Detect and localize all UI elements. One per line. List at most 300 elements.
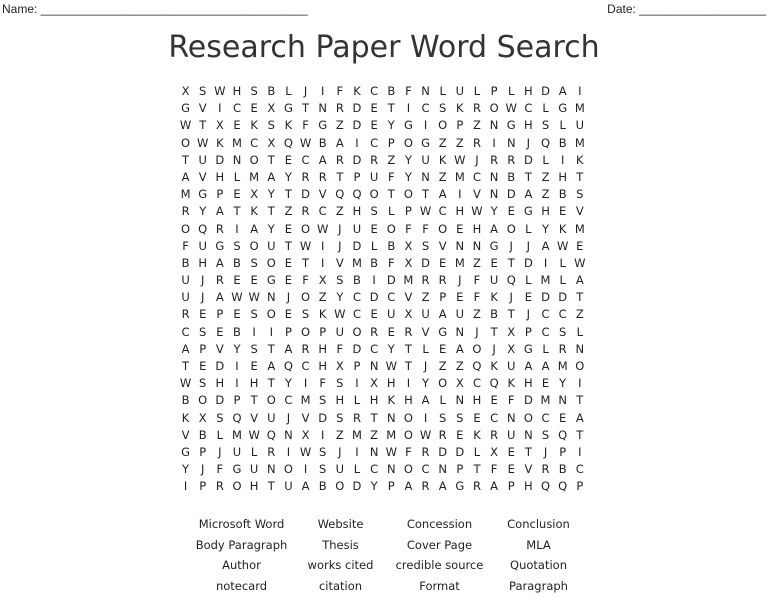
grid-letter: U	[198, 152, 207, 167]
grid-letter: O	[352, 324, 362, 339]
grid-letter: E	[507, 444, 515, 459]
grid-letter: P	[216, 187, 224, 202]
grid-letter: B	[387, 238, 396, 253]
grid-letter: F	[336, 341, 344, 356]
grid-letter: M	[403, 273, 414, 288]
grid-letter: L	[439, 393, 446, 408]
grid-letter: I	[269, 324, 273, 339]
grid-letter: G	[283, 101, 293, 116]
grid-letter: P	[199, 479, 207, 494]
grid-letter: R	[215, 221, 224, 236]
grid-letter: A	[421, 393, 430, 408]
grid-letter: Q	[266, 427, 276, 442]
grid-letter: U	[335, 324, 345, 339]
grid-letter: T	[233, 204, 241, 219]
grid-letter: K	[456, 101, 464, 116]
word-list-item: Format	[419, 579, 460, 594]
grid-letter: W	[214, 84, 226, 98]
grid-letter: R	[472, 135, 481, 150]
grid-letter: L	[285, 84, 292, 98]
grid-letter: Z	[575, 307, 584, 322]
grid-letter: B	[490, 307, 499, 322]
grid-letter: E	[507, 204, 515, 219]
grid-letter: Y	[559, 376, 567, 391]
grid-letter: M	[574, 101, 585, 116]
grid-letter: L	[525, 221, 532, 236]
grid-letter: Y	[336, 290, 344, 305]
grid-letter: F	[405, 84, 412, 98]
grid-letter: V	[318, 187, 327, 202]
grid-letter: Z	[473, 307, 481, 322]
grid-letter: X	[370, 376, 379, 391]
grid-letter: Y	[490, 204, 498, 219]
grid-letter: E	[370, 118, 378, 133]
grid-letter: C	[232, 101, 241, 116]
grid-letter: H	[249, 376, 259, 391]
grid-letter: A	[215, 204, 224, 219]
grid-letter: S	[439, 101, 447, 116]
grid-letter: A	[490, 479, 499, 494]
grid-letter: D	[352, 479, 362, 494]
grid-letter: H	[232, 84, 242, 98]
grid-letter: W	[179, 376, 192, 391]
grid-letter: K	[507, 376, 516, 391]
grid-letter: A	[267, 359, 276, 373]
grid-letter: E	[473, 410, 481, 425]
grid-letter: G	[523, 341, 533, 356]
grid-letter: S	[336, 410, 344, 425]
grid-letter: E	[199, 307, 207, 322]
grid-letter: X	[215, 118, 224, 133]
grid-letter: I	[183, 479, 188, 494]
grid-letter: P	[353, 359, 361, 373]
grid-letter: D	[541, 290, 550, 305]
grid-letter: U	[421, 307, 430, 322]
grid-letter: X	[404, 307, 413, 322]
grid-letter: R	[301, 204, 310, 219]
grid-letter: I	[406, 376, 411, 391]
grid-letter: O	[266, 393, 276, 408]
grid-letter: N	[472, 238, 482, 253]
grid-letter: Y	[542, 221, 550, 236]
grid-letter: H	[558, 169, 567, 184]
grid-letter: Z	[421, 290, 430, 305]
grid-letter: E	[233, 273, 241, 288]
grid-letter: E	[250, 101, 258, 116]
grid-letter: O	[438, 221, 448, 236]
grid-letter: A	[301, 479, 310, 494]
grid-letter: M	[574, 221, 585, 236]
grid-letter: F	[302, 273, 309, 288]
grid-letter: P	[199, 341, 207, 356]
grid-letter: R	[370, 324, 379, 339]
grid-letter: T	[422, 187, 430, 202]
grid-letter: L	[559, 118, 566, 133]
grid-letter: W	[419, 427, 432, 442]
grid-letter: B	[181, 393, 190, 408]
grid-letter: D	[215, 152, 225, 167]
grid-letter: T	[404, 341, 412, 356]
grid-letter: D	[352, 152, 362, 167]
grid-letter: O	[438, 118, 448, 133]
grid-letter: R	[472, 479, 481, 494]
grid-letter: B	[318, 479, 327, 494]
grid-letter: F	[405, 444, 412, 459]
grid-letter: O	[403, 135, 413, 150]
grid-letter: C	[541, 410, 550, 425]
grid-letter: L	[473, 444, 481, 459]
grid-letter: J	[543, 444, 548, 459]
grid-letter: L	[353, 462, 361, 477]
grid-letter: T	[576, 427, 584, 442]
grid-letter: G	[489, 238, 499, 253]
grid-letter: J	[423, 359, 428, 373]
grid-letter: C	[352, 307, 361, 322]
grid-letter: H	[524, 479, 533, 494]
grid-letter: J	[526, 307, 531, 322]
word-list-item: Paragraph	[509, 579, 568, 594]
grid-letter: P	[456, 462, 464, 477]
grid-letter: P	[387, 479, 395, 494]
grid-letter: Y	[284, 169, 292, 184]
grid-letter: X	[301, 427, 310, 442]
grid-letter: U	[455, 307, 465, 322]
grid-letter: H	[369, 393, 379, 408]
grid-letter: D	[301, 187, 310, 202]
grid-letter: I	[235, 221, 239, 236]
grid-letter: N	[386, 462, 396, 477]
grid-letter: O	[369, 187, 379, 202]
grid-letter: E	[559, 410, 567, 425]
grid-letter: Z	[387, 152, 396, 167]
grid-letter: N	[421, 169, 430, 184]
grid-letter: B	[558, 462, 567, 477]
grid-letter: O	[523, 410, 533, 425]
grid-letter: U	[181, 290, 190, 305]
grid-letter: M	[352, 255, 362, 270]
grid-letter: K	[181, 410, 190, 425]
grid-letter: R	[438, 427, 447, 442]
grid-letter: A	[438, 307, 447, 322]
grid-letter: R	[301, 341, 310, 356]
grid-letter: C	[524, 101, 533, 116]
grid-letter: Q	[198, 221, 208, 236]
grid-letter: V	[198, 101, 207, 116]
grid-letter: I	[252, 324, 256, 339]
grid-letter: A	[575, 410, 584, 425]
grid-letter: A	[267, 169, 276, 184]
grid-letter: F	[387, 255, 395, 270]
grid-letter: V	[250, 410, 259, 425]
grid-letter: B	[507, 169, 516, 184]
grid-letter: W	[471, 204, 483, 219]
grid-letter: O	[575, 359, 585, 373]
grid-letter: D	[352, 118, 362, 133]
grid-letter: S	[319, 393, 327, 408]
grid-letter: X	[267, 101, 276, 116]
grid-letter: P	[233, 393, 241, 408]
grid-letter: O	[301, 221, 311, 236]
grid-letter: O	[249, 152, 259, 167]
grid-letter: O	[386, 221, 396, 236]
grid-letter: R	[267, 444, 276, 459]
grid-letter: A	[541, 238, 550, 253]
grid-letter: L	[216, 427, 224, 442]
grid-letter: F	[387, 169, 395, 184]
grid-letter: L	[439, 84, 446, 98]
grid-letter: X	[318, 273, 327, 288]
grid-letter: K	[387, 393, 396, 408]
grid-letter: I	[423, 118, 428, 133]
grid-letter: L	[542, 101, 549, 116]
grid-letter: Y	[387, 341, 395, 356]
grid-letter: Z	[438, 359, 447, 373]
grid-letter: E	[541, 376, 550, 391]
grid-letter: F	[319, 376, 326, 391]
grid-letter: F	[302, 118, 309, 133]
grid-letter: P	[456, 118, 464, 133]
grid-letter: E	[576, 238, 584, 253]
grid-letter: U	[507, 359, 516, 373]
grid-letter: N	[284, 427, 293, 442]
grid-letter: L	[422, 341, 429, 356]
grid-letter: B	[233, 255, 241, 270]
grid-letter: Z	[438, 135, 447, 150]
word-list-item: Conclusion	[507, 517, 570, 531]
grid-letter: N	[524, 427, 533, 442]
grid-letter: C	[472, 169, 481, 184]
grid-letter: I	[492, 135, 496, 150]
grid-letter: O	[266, 307, 276, 322]
grid-letter: S	[319, 462, 327, 477]
grid-letter: Z	[541, 187, 550, 202]
grid-letter: B	[267, 84, 276, 98]
grid-letter: I	[578, 84, 582, 98]
grid-letter: C	[541, 324, 550, 339]
grid-letter: Z	[473, 255, 481, 270]
grid-letter: T	[267, 204, 275, 219]
word-list-item: citation	[318, 579, 363, 594]
grid-letter: W	[248, 427, 260, 442]
grid-letter: B	[558, 135, 567, 150]
grid-letter: U	[455, 84, 465, 98]
grid-letter: U	[232, 444, 242, 459]
grid-letter: X	[181, 84, 190, 98]
grid-letter: Q	[232, 410, 242, 425]
grid-letter: J	[286, 410, 291, 425]
grid-letter: I	[355, 376, 359, 391]
grid-letter: U	[489, 273, 499, 288]
grid-letter: I	[355, 444, 359, 459]
grid-letter: M	[300, 393, 311, 408]
grid-letter: R	[181, 204, 190, 219]
grid-letter: S	[336, 376, 344, 391]
grid-letter: E	[199, 359, 207, 373]
grid-letter: U	[267, 238, 276, 253]
grid-letter: F	[405, 221, 412, 236]
grid-letter: D	[386, 273, 396, 288]
grid-letter: T	[507, 307, 515, 322]
grid-letter: K	[473, 427, 481, 442]
grid-letter: D	[523, 393, 533, 408]
grid-letter: P	[216, 307, 224, 322]
word-list-item: Quotation	[510, 558, 567, 573]
grid-letter: T	[387, 101, 395, 116]
grid-letter: R	[318, 169, 327, 184]
word-list-item: MLA	[526, 537, 551, 552]
grid-letter: S	[267, 118, 275, 133]
grid-letter: R	[438, 273, 447, 288]
grid-letter: N	[489, 187, 499, 202]
word-list-item: Author	[222, 558, 261, 573]
grid-letter: M	[540, 393, 551, 408]
grid-letter: E	[284, 307, 293, 322]
grid-letter: E	[524, 290, 533, 305]
grid-letter: H	[198, 255, 208, 270]
grid-letter: U	[267, 410, 276, 425]
grid-letter: O	[403, 427, 413, 442]
grid-letter: S	[199, 324, 207, 339]
grid-letter: L	[250, 444, 258, 459]
grid-letter: F	[182, 238, 189, 253]
grid-letter: S	[456, 410, 464, 425]
grid-letter: V	[181, 427, 190, 442]
grid-letter: G	[198, 187, 208, 202]
grid-letter: K	[284, 118, 293, 133]
grid-letter: V	[438, 238, 447, 253]
grid-letter: V	[404, 290, 413, 305]
grid-letter: L	[559, 255, 566, 270]
grid-letter: B	[318, 135, 327, 150]
grid-letter: I	[286, 444, 291, 459]
grid-letter: W	[299, 135, 312, 150]
grid-letter: E	[490, 255, 498, 270]
grid-letter: M	[249, 169, 260, 184]
grid-letter: I	[423, 410, 428, 425]
grid-letter: I	[578, 376, 582, 391]
grid-letter: C	[472, 376, 481, 391]
grid-letter: Y	[267, 221, 275, 236]
grid-letter: E	[370, 101, 378, 116]
grid-letter: N	[575, 341, 585, 356]
grid-letter: G	[266, 273, 276, 288]
grid-letter: E	[370, 221, 378, 236]
grid-letter: F	[473, 290, 481, 305]
grid-letter: J	[492, 341, 496, 356]
grid-letter: G	[318, 118, 328, 133]
grid-letter: K	[576, 152, 584, 167]
grid-letter: G	[523, 204, 533, 219]
grid-letter: V	[198, 169, 207, 184]
grid-letter: I	[560, 152, 565, 167]
grid-letter: Y	[370, 479, 378, 494]
grid-letter: D	[506, 187, 516, 202]
grid-letter: W	[299, 444, 312, 459]
grid-letter: G	[506, 118, 516, 133]
grid-letter: V	[575, 204, 584, 219]
grid-letter: A	[181, 341, 190, 356]
grid-letter: B	[181, 255, 190, 270]
grid-letter: V	[473, 187, 481, 202]
grid-letter: N	[455, 238, 465, 253]
grid-letter: E	[216, 324, 224, 339]
grid-letter: P	[199, 444, 207, 459]
grid-letter: P	[524, 324, 532, 339]
grid-letter: X	[507, 324, 516, 339]
grid-letter: Z	[541, 169, 550, 184]
grid-letter: U	[181, 273, 190, 288]
grid-letter: O	[403, 410, 413, 425]
name-field-label: Name: ________________________________________	[2, 2, 308, 16]
grid-letter: I	[218, 101, 222, 116]
grid-letter: A	[284, 341, 293, 356]
grid-letter: B	[370, 255, 379, 270]
grid-letter: X	[404, 255, 413, 270]
grid-letter: A	[524, 187, 533, 202]
grid-letter: T	[404, 359, 412, 373]
grid-letter: D	[215, 393, 225, 408]
grid-letter: R	[335, 101, 344, 116]
grid-letter: O	[181, 221, 191, 236]
grid-letter: O	[283, 462, 293, 477]
grid-letter: H	[524, 376, 533, 391]
grid-letter: E	[233, 307, 241, 322]
grid-letter: E	[490, 393, 498, 408]
grid-letter: M	[557, 359, 568, 373]
grid-letter: U	[421, 152, 430, 167]
grid-letter: T	[302, 101, 310, 116]
grid-letter: A	[215, 290, 224, 305]
grid-letter: J	[338, 444, 342, 459]
grid-letter: X	[490, 444, 499, 459]
grid-letter: W	[248, 290, 260, 305]
grid-letter: C	[541, 307, 550, 322]
grid-letter: I	[320, 238, 325, 253]
grid-letter: P	[559, 444, 567, 459]
grid-letter: H	[455, 204, 465, 219]
grid-letter: F	[336, 84, 344, 98]
grid-letter: N	[455, 393, 465, 408]
grid-letter: Q	[283, 135, 293, 150]
grid-letter: Q	[472, 359, 482, 373]
grid-letter: K	[216, 135, 224, 150]
grid-letter: T	[284, 238, 292, 253]
grid-letter: L	[542, 341, 549, 356]
grid-letter: M	[574, 135, 585, 150]
grid-letter: D	[352, 238, 362, 253]
grid-letter: E	[284, 221, 293, 236]
grid-letter: S	[199, 376, 207, 391]
grid-letter: R	[558, 341, 567, 356]
grid-letter: I	[303, 376, 308, 391]
grid-letter: T	[524, 444, 532, 459]
grid-letter: C	[370, 135, 379, 150]
grid-letter: V	[335, 255, 344, 270]
grid-letter: R	[421, 479, 430, 494]
grid-letter: R	[404, 324, 413, 339]
grid-letter: F	[422, 221, 429, 236]
grid-letter: N	[455, 324, 465, 339]
grid-letter: C	[318, 204, 327, 219]
grid-letter: Q	[506, 273, 516, 288]
grid-letter: L	[508, 84, 515, 98]
grid-letter: X	[198, 410, 207, 425]
grid-letter: J	[218, 444, 222, 459]
grid-letter: R	[335, 152, 344, 167]
grid-letter: O	[438, 376, 448, 391]
grid-letter: C	[438, 204, 447, 219]
word-list-item: Thesis	[322, 537, 359, 552]
